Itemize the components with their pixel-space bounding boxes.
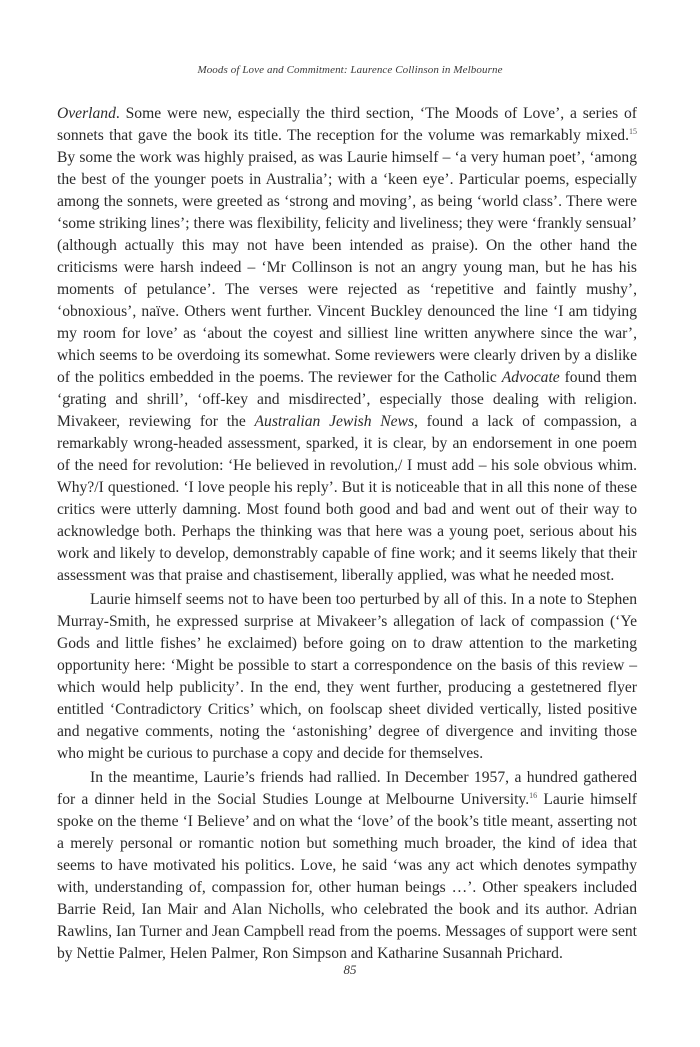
italic-title: Advocate [501, 369, 560, 386]
running-head: Moods of Love and Commitment: Laurence Collinson in Melbourne [197, 64, 503, 76]
footnote-marker: 15 [629, 126, 637, 136]
text-run: Laurie himself spoke on the theme ‘I Believe’ and on what the ‘love’ of the book’s title meant, asserting not a merely personal or romantic notion but something much broader, the kind of idea that seems to have motivated his politics. Love, he said ‘was any act which denotes sympathy with, understanding of, compassion for, other human beings …’. Other speakers included Barrie Reid, Ian Mair and Alan Nicholls, who celebrated the book and its author. Adrian Rawlins, Ian Turner and Jean Campbell read from the poems. Messages of support were sent by Nettie Palmer, Helen Palmer, Ron Simpson and Katharine Susannah Prichard. [57, 791, 637, 962]
paragraph [57, 767, 637, 965]
paragraph [57, 589, 637, 765]
text-run: , found a lack of compassion, a remarkably wrong-headed assessment, sparked, it is clear, by an endorsement in one poem of the need for revolution: ‘He believed in revolution,/ I must add – his sole obvious whim. Why?/I questioned. ‘I love people his reply’. But it is noticeable that in all this none of these critics were utterly damning. Most found both good and bad and went out of their way to acknowledge both. Perhaps the thinking was that here was a young poet, serious about his work and likely to develop, demonstrably capable of fine work; and it seems likely that their assessment was that praise and chastisement, liberally applied, was what he needed most. [57, 413, 637, 584]
text-run: In the meantime, Laurie’s friends had rallied. In December 1957, a hundred gathered for a dinner held in the Social Studies Lounge at Melbourne University. [57, 769, 637, 808]
paragraph [57, 103, 637, 587]
text-run: By some the work was highly praised, as was Laurie himself – ‘a very human poet’, ‘among the best of the younger poets in Australia’; with a ‘keen eye’. Particular poems, especially among the sonnets, were greeted as ‘strong and moving’, as being ‘world class’. There were ‘some striking lines’; there was flexibility, felicity and liveliness; they were ‘frankly sensual’ (although actually this may not have been intended as praise). On the other hand the criticisms were harsh indeed – ‘Mr Collinson is not an angry young man, but he has his moments of petulance’. The verses were rejected as ‘repetitive and faintly mushy’, ‘obnoxious’, naïve. Others went further. Vincent Buckley denounced the line ‘I am tidying my room for love’ as ‘about the coyest and silliest line written anywhere since the war’, which seems to be overdoing its somewhat. Some reviewers were clearly driven by a dislike of the politics embedded in the poems. The reviewer for the Catholic [57, 149, 637, 386]
text-run: Laurie himself seems not to have been too perturbed by all of this. In a note to Stephen Murray-Smith, he expressed surprise at Mivakeer’s allegation of lack of compassion (‘Ye Gods and little fishes’ he exclaimed) before going on to draw attention to the marketing opportunity here: ‘Might be possible to start a correspondence on the basis of this review – which would help publicity’. In the end, they went further, producing a gestetnered flyer entitled ‘Contradictory Critics’ which, on foolscap sheet divided vertically, listed positive and negative comments, noting the ‘astonishing’ degree of divergence and inviting those who might be curious to purchase a copy and decide for themselves. [57, 591, 637, 762]
text-run: found them ‘grating and shrill’, ‘off-key and misdirected’, especially those dealing with religion. Mivakeer, reviewing for the [57, 369, 637, 430]
footnote-marker: 16 [529, 790, 538, 800]
italic-title: Australian Jewish News [254, 413, 415, 430]
page-number: 85 [343, 962, 357, 977]
body-text [57, 103, 637, 965]
text-run: . Some were new, especially the third section, ‘The Moods of Love’, a series of sonnets that gave the book its title. The reception for the volume was remarkably mixed. [57, 105, 637, 144]
italic-title: Overland [57, 105, 116, 122]
